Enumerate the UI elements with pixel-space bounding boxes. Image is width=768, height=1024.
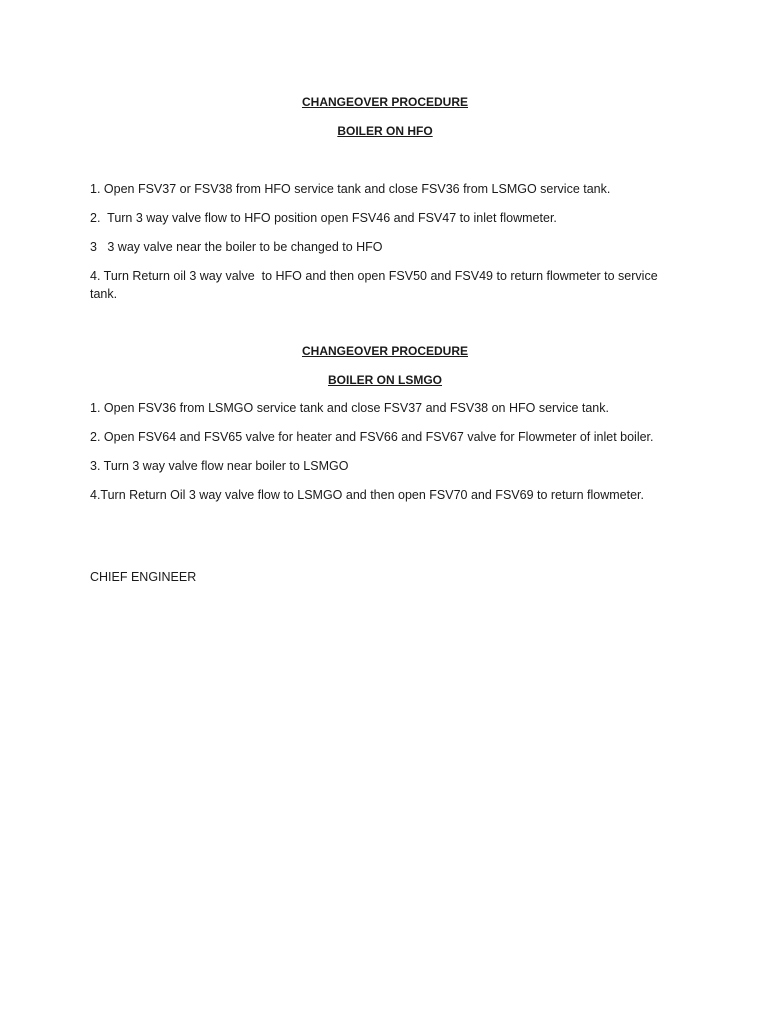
section-boiler-on-hfo xyxy=(90,94,680,303)
document-page xyxy=(90,94,680,599)
procedure-step: 1. Open FSV37 or FSV38 from HFO service tank and close FSV36 from LSMGO service tank. xyxy=(90,182,611,196)
procedure-step: 4.Turn Return Oil 3 way valve flow to LSMGO and then open FSV70 and FSV69 to return flowmeter. xyxy=(90,488,644,502)
section-boiler-on-lsmgo xyxy=(90,343,680,504)
procedure-step: 4. Turn Return oil 3 way valve to HFO and then open FSV50 and FSV49 to return flowmeter to service tank. xyxy=(90,269,662,301)
section-heading: CHANGEOVER PROCEDURE xyxy=(301,344,469,358)
procedure-step: 3. Turn 3 way valve flow near boiler to LSMGO xyxy=(90,459,349,473)
signature-title: CHIEF ENGINEER xyxy=(90,570,197,584)
procedure-step: 1. Open FSV36 from LSMGO service tank and close FSV37 and FSV38 on HFO service tank. xyxy=(90,401,609,415)
procedure-step: 3 3 way valve near the boiler to be changed to HFO xyxy=(90,240,383,254)
section-heading: CHANGEOVER PROCEDURE xyxy=(301,95,469,109)
section-subheading: BOILER ON LSMGO xyxy=(328,373,442,387)
procedure-step: 2. Turn 3 way valve flow to HFO position open FSV46 and FSV47 to inlet flowmeter. xyxy=(90,211,557,225)
section-subheading: BOILER ON HFO xyxy=(337,124,433,138)
procedure-step: 2. Open FSV64 and FSV65 valve for heater and FSV66 and FSV67 valve for Flowmeter of inlet boiler. xyxy=(90,430,654,444)
